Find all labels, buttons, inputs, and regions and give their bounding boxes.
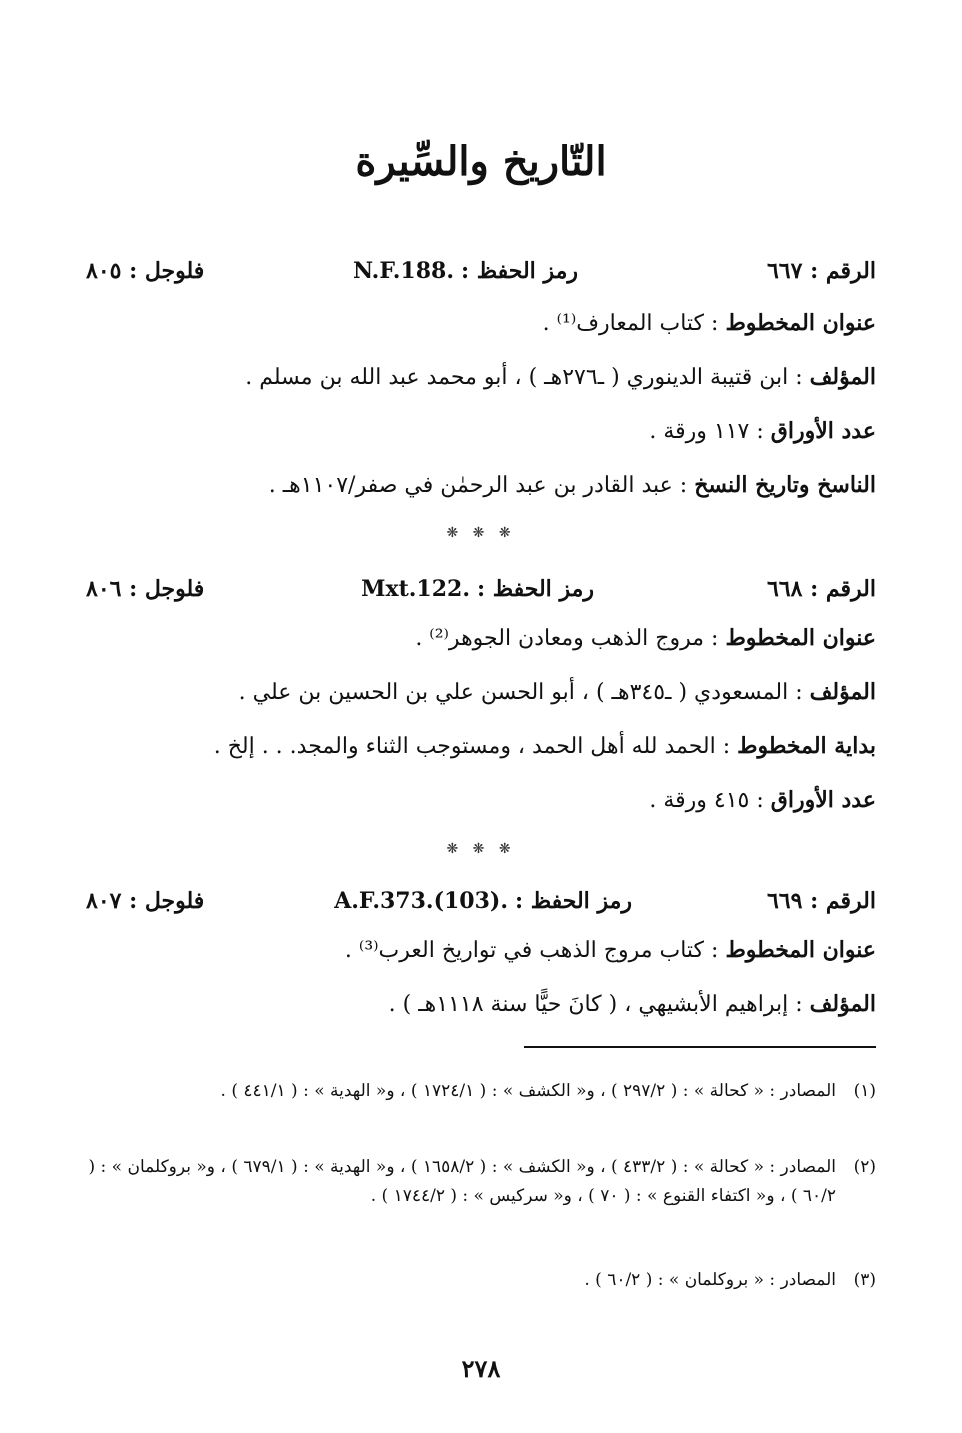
entry-line bbox=[96, 625, 876, 651]
footnote-number: (٣) bbox=[853, 1270, 876, 1290]
footnote-divider bbox=[524, 1046, 876, 1048]
shelfmark bbox=[361, 576, 594, 602]
field-value: : عبد القادر بن عبد الرحمٰن في صفر/١١٠٧هـ . bbox=[268, 473, 695, 498]
shelfmark-value: Mxt.122. bbox=[361, 576, 470, 602]
entry-line bbox=[96, 310, 876, 336]
field-value: : ابن قتيبة الدينوري ( ـ٢٧٦هـ ) ، أبو محمد عبد الله بن مسلم . bbox=[245, 365, 810, 390]
entry-number: الرقم : ٦٦٩ bbox=[766, 888, 876, 914]
field-label: عدد الأوراق bbox=[770, 418, 876, 444]
entry-line bbox=[96, 937, 876, 963]
field-label: عدد الأوراق bbox=[770, 787, 876, 813]
footnote bbox=[86, 1153, 876, 1211]
field-label: المؤلف bbox=[809, 991, 876, 1017]
entry-line bbox=[96, 418, 876, 444]
field-value: : إبراهيم الأبشيهي ، ( كانَ حيًّا سنة ١١١٨هـ ) . bbox=[388, 992, 810, 1017]
shelfmark-value: A.F.373.(103). bbox=[334, 888, 508, 914]
flugel-number: فلوجل : ٨٠٦ bbox=[86, 576, 205, 602]
entry-header bbox=[86, 250, 876, 294]
footnote bbox=[86, 1266, 876, 1295]
field-label: المؤلف bbox=[809, 679, 876, 705]
page-number: ٢٧٨ bbox=[461, 1354, 501, 1383]
footnote-text: المصادر : « كحالة » : ( ٢٩٧/٢ ) ، و« الكشف » : ( ١٧٢٤/١ ) ، و« الهدية » : ( ٤٤١/١ ) . bbox=[220, 1081, 836, 1101]
shelfmark-label: رمز الحفظ : bbox=[476, 576, 594, 602]
footnote-number: (٢) bbox=[853, 1157, 876, 1177]
field-value: : ١١٧ ورقة . bbox=[649, 419, 771, 444]
field-value: : الحمد لله أهل الحمد ، ومستوجب الثناء والمجد. . . إلخ . bbox=[213, 734, 738, 759]
entry-line bbox=[96, 364, 876, 390]
field-value: : المسعودي ( ـ٣٤٥هـ ) ، أبو الحسن علي بن الحسين بن علي . bbox=[238, 680, 810, 705]
entry-line bbox=[96, 733, 876, 759]
field-label: عنوان المخطوط bbox=[725, 310, 876, 336]
page-title: التّاريخ والسِّيرة bbox=[355, 138, 607, 185]
entry-line bbox=[96, 991, 876, 1017]
flugel-number: فلوجل : ٨٠٥ bbox=[86, 258, 205, 284]
section-separator: ❋ ❋ ❋ bbox=[446, 841, 516, 857]
field-label: بداية المخطوط bbox=[737, 733, 876, 759]
field-label: عنوان المخطوط bbox=[725, 937, 876, 963]
field-value: : كتاب مروج الذهب في تواريخ العرب⁽³⁾ . bbox=[344, 938, 726, 963]
field-value: : مروج الذهب ومعادن الجوهر⁽²⁾ . bbox=[415, 626, 726, 651]
footnote-number: (١) bbox=[853, 1081, 876, 1101]
footnote-text: المصادر : « كحالة » : ( ٤٣٣/٢ ) ، و« الكشف » : ( ١٦٥٨/٢ ) ، و« الهدية » : ( ٦٧٩/١ ) ، و« بروكلمان » : ( ٦٠/٢ ) ، و« اكتفاء القنوع » : ( ٧٠ ) ، و« سركيس » : ( ١٧٤٤/٢ ) . bbox=[88, 1157, 836, 1206]
footnote-text: المصادر : « بروكلمان » : ( ٦٠/٢ ) . bbox=[584, 1270, 836, 1290]
field-label: عنوان المخطوط bbox=[725, 625, 876, 651]
field-value: : ٤١٥ ورقة . bbox=[649, 788, 771, 813]
entry-number: الرقم : ٦٦٧ bbox=[766, 258, 876, 284]
shelfmark-value: N.F.188. bbox=[352, 258, 454, 284]
field-label: الناسخ وتاريخ النسخ bbox=[694, 472, 876, 498]
shelfmark bbox=[334, 888, 632, 914]
entry-number: الرقم : ٦٦٨ bbox=[766, 576, 876, 602]
entry-line bbox=[96, 472, 876, 498]
shelfmark-label: رمز الحفظ : bbox=[460, 258, 578, 284]
entry-line bbox=[96, 679, 876, 705]
shelfmark-label: رمز الحفظ : bbox=[514, 888, 632, 914]
shelfmark bbox=[353, 258, 578, 284]
entry-header bbox=[86, 880, 876, 924]
field-label: المؤلف bbox=[809, 364, 876, 390]
entry-line bbox=[96, 787, 876, 813]
section-separator: ❋ ❋ ❋ bbox=[446, 525, 516, 541]
field-value: : كتاب المعارف⁽¹⁾ . bbox=[542, 311, 726, 336]
footnote bbox=[86, 1077, 876, 1106]
flugel-number: فلوجل : ٨٠٧ bbox=[86, 888, 205, 914]
entry-header bbox=[86, 568, 876, 612]
